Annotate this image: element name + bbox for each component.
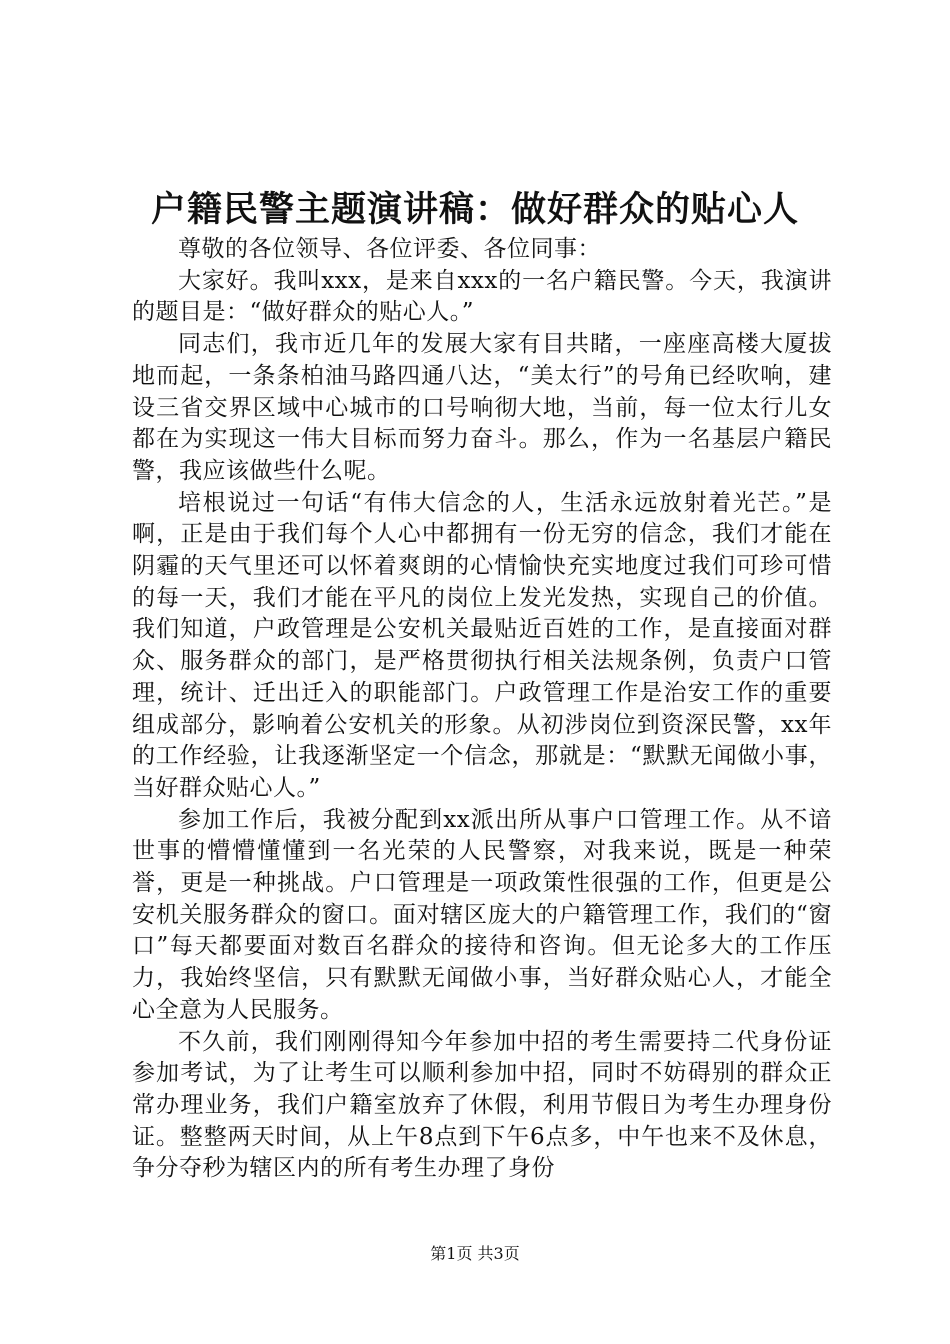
- paragraph-id-card-service: 不久前，我们刚刚得知今年参加中招的考生需要持二代身份证参加考试，为了让考生可以顺利参加中招，同时不妨碍别的群众正常办理业务，我们户籍室放弃了休假，利用节假日为考生办理身份证。整整两天时间，从上午8点到下午6点多，中午也来不及休息，争分夺秒为辖区内的所有考生办理了身份: [132, 1028, 832, 1182]
- paragraph-salutation: 尊敬的各位领导、各位评委、各位同事：: [178, 236, 601, 262]
- document-body: [132, 234, 832, 1185]
- paragraph-greeting: 大家好。我叫xxx，是来自xxx的一名户籍民警。今天，我演讲的题目是：“做好群众的贴心人。”: [132, 267, 832, 326]
- page-title: 户籍民警主题演讲稿：做好群众的贴心人: [150, 189, 799, 230]
- page-footer: 第1页 共3页: [430, 1244, 520, 1263]
- paragraph-belief: 培根说过一句话“有伟大信念的人，生活永远放射着光芒。”是啊，正是由于我们每个人心中都拥有一份无穷的信念，我们才能在阴霾的天气里还可以怀着爽朗的心情愉快充实地度过我们可珍可惜的每一天，我们才能在平凡的岗位上发光发热，实现自己的价值。我们知道，户政管理是公安机关最贴近百姓的工作，是直接面对群众、服务群众的部门，是严格贯彻执行相关法规条例，负责户口管理，统计、迁出迁入的职能部门。户政管理工作是治安工作的重要组成部分，影响着公安机关的形象。从初涉岗位到资深民警，xx年的工作经验，让我逐渐坚定一个信念，那就是：“默默无闻做小事，当好群众贴心人。”: [132, 489, 832, 801]
- paragraph-city-development: 同志们，我市近几年的发展大家有目共睹，一座座高楼大厦拔地而起，一条条柏油马路四通八达，“美太行”的号角已经吹响，建设三省交界区域中心城市的口号响彻大地，当前，每一位太行儿女都在为实现这一伟大目标而努力奋斗。那么，作为一名基层户籍民警，我应该做些什么呢。: [132, 331, 832, 484]
- paragraph-work-experience: 参加工作后，我被分配到xx派出所从事户口管理工作。从不谙世事的懵懵懂懂到一名光荣的人民警察，对我来说，既是一种荣誉，更是一种挑战。户口管理是一项政策性很强的工作，但更是公安机关服务群众的窗口。面对辖区庞大的户籍管理工作，我们的“窗口”每天都要面对数百名群众的接待和咨询。但无论多大的工作压力，我始终坚信，只有默默无闻做小事，当好群众贴心人，才能全心全意为人民服务。: [132, 806, 832, 1023]
